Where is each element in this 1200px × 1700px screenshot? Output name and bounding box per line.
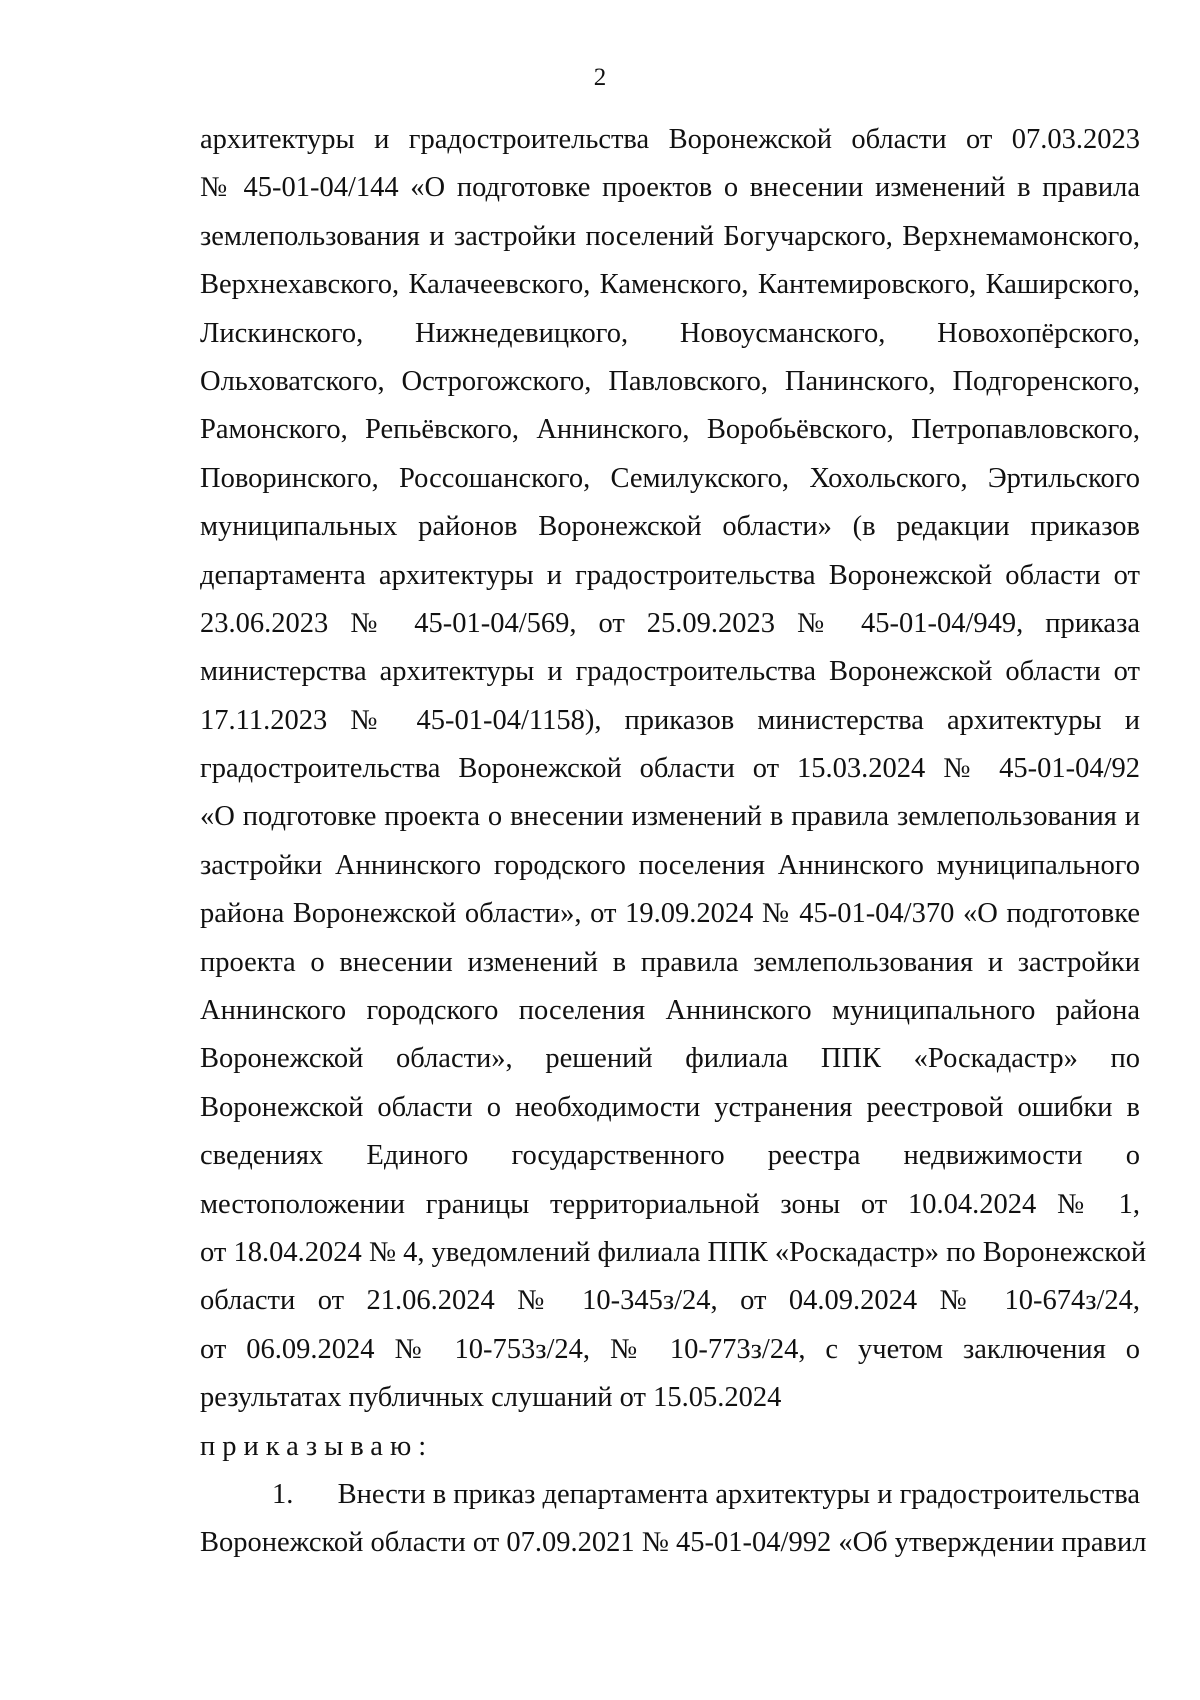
item-text-line: Воронежской области от 07.09.2021 № 45-01-04/992 «Об утверждении правил	[200, 1527, 1147, 1559]
page-number: 2	[593, 64, 607, 91]
text-line: «О подготовке проекта о внесении изменений в правила землепользования и	[200, 801, 1140, 833]
text-line: 17.11.2023 № 45-01-04/1158), приказов министерства архитектуры и	[200, 704, 1140, 736]
text-line: от 18.04.2024 № 4, уведомлений филиала ППК «Роскадастр» по Воронежской	[200, 1236, 1147, 1268]
text-line: архитектуры и градостроительства Воронежской области от 07.03.2023	[200, 124, 1140, 155]
text-line: сведениях Единого государственного реестра недвижимости о	[200, 1140, 1140, 1172]
text-line: Поворинского, Россошанского, Семилукского, Хохольского, Эртильского	[200, 462, 1140, 494]
text-line: Лискинского, Нижнедевицкого, Новоусманского, Новохопёрского,	[200, 317, 1140, 349]
text-line: Ольховатского, Острогожского, Павловского, Панинского, Подгоренского,	[200, 365, 1140, 397]
order-word: приказываю:	[200, 1430, 434, 1462]
text-line: местоположении границы территориальной зоны от 10.04.2024 № 1,	[200, 1188, 1140, 1220]
text-line: области от 21.06.2024 № 10-345з/24, от 04.09.2024 № 10-674з/24,	[200, 1285, 1140, 1317]
item-number: 1.	[272, 1478, 294, 1510]
text-line: застройки Аннинского городского поселения Аннинского муниципального	[200, 849, 1140, 881]
document-body	[200, 116, 1147, 1568]
text-line: землепользования и застройки поселений Богучарского, Верхнемамонского,	[200, 220, 1140, 252]
text-line: № 45-01-04/144 «О подготовке проектов о внесении изменений в правила	[200, 172, 1140, 204]
text-line: департамента архитектуры и градостроительства Воронежской области от	[200, 559, 1140, 591]
list-item	[200, 1471, 1140, 1519]
text-line: Воронежской области о необходимости устранения реестровой ошибки в	[200, 1091, 1140, 1123]
text-line: проекта о внесении изменений в правила землепользования и застройки	[200, 946, 1140, 978]
text-line: 23.06.2023 № 45-01-04/569, от 25.09.2023 № 45-01-04/949, приказа	[200, 607, 1140, 639]
text-line: от 06.09.2024 № 10-753з/24, № 10-773з/24, с учетом заключения о	[200, 1333, 1140, 1365]
text-line: Воронежской области», решений филиала ППК «Роскадастр» по	[200, 1043, 1140, 1075]
item-text-line: Внести в приказ департамента архитектуры и градостроительства	[337, 1478, 1140, 1510]
text-line: министерства архитектуры и градостроительства Воронежской области от	[200, 656, 1140, 688]
text-line-last: результатах публичных слушаний от 15.05.2024	[200, 1382, 782, 1414]
text-line: градостроительства Воронежской области от 15.03.2024 № 45-01-04/92	[200, 753, 1140, 785]
text-line: Верхнехавского, Калачеевского, Каменского, Кантемировского, Каширского,	[200, 269, 1140, 301]
text-line: района Воронежской области», от 19.09.2024 № 45-01-04/370 «О подготовке	[200, 898, 1140, 930]
text-line: Аннинского городского поселения Аннинского муниципального района	[200, 995, 1140, 1027]
text-line: муниципальных районов Воронежской области» (в редакции приказов	[200, 511, 1140, 543]
text-line: Рамонского, Репьёвского, Аннинского, Воробьёвского, Петропавловского,	[200, 414, 1140, 446]
